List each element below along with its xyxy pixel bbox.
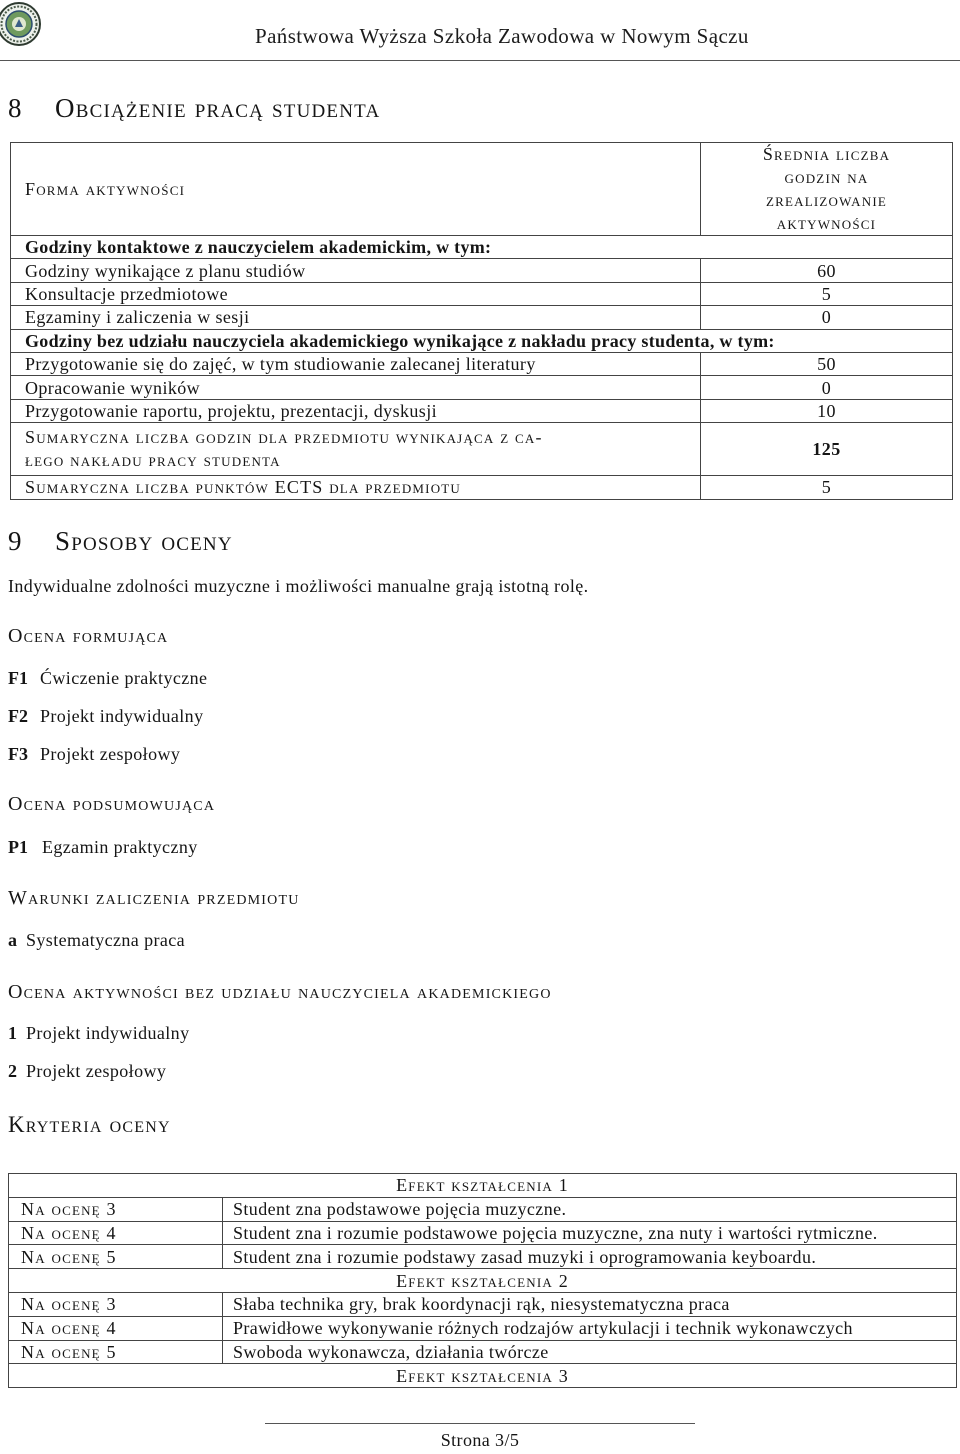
section-number: 8 bbox=[8, 93, 22, 123]
item-text: Projekt zespołowy bbox=[26, 1061, 167, 1081]
section-intro-paragraph: Indywidualne zdolności muzyczne i możliwości manualne grają istotną rolę. bbox=[8, 576, 589, 596]
table-row bbox=[9, 1197, 957, 1221]
item-code: F1 bbox=[8, 668, 28, 688]
activity-label: Godziny wynikające z planu studiów bbox=[11, 259, 701, 282]
item-code: F3 bbox=[8, 744, 28, 764]
section-8-heading bbox=[8, 91, 380, 125]
outcome-row bbox=[9, 1364, 957, 1388]
page-number: Strona 3/5 bbox=[440, 1430, 520, 1450]
header-divider bbox=[0, 60, 960, 61]
table-row bbox=[9, 1292, 957, 1316]
grade-label: Na ocenę 4 bbox=[9, 1221, 223, 1245]
hours-value: 0 bbox=[701, 376, 953, 399]
hours-value: 10 bbox=[701, 399, 953, 422]
grade-description: Swoboda wykonawcza, działania twórcze bbox=[223, 1340, 957, 1364]
item-text: Projekt indywidualny bbox=[26, 1023, 190, 1043]
section-title: Obciążenie pracą studenta bbox=[55, 93, 381, 123]
outcome-title: Efekt kształcenia 2 bbox=[9, 1269, 957, 1293]
activity-label: Przygotowanie raportu, projektu, prezentacji, dyskusji bbox=[11, 399, 701, 422]
activity-column-header: Forma aktywności bbox=[11, 143, 701, 236]
grade-label: Na ocenę 3 bbox=[9, 1292, 223, 1316]
total-hours-label-line: łego nakładu pracy studenta bbox=[25, 450, 281, 471]
grade-description: Słaba technika gry, brak koordynacji rąk, niesystematyczna praca bbox=[223, 1292, 957, 1316]
list-item bbox=[8, 1021, 190, 1045]
institution-name: Państwowa Wyższa Szkoła Zawodowa w Nowym Sączu bbox=[255, 24, 749, 48]
outcome-row bbox=[9, 1269, 957, 1293]
self-study-group-label: Godziny bez udziału nauczyciela akademickiego wynikające z nakładu pracy studenta, w tym: bbox=[11, 329, 953, 352]
hours-value: 0 bbox=[701, 306, 953, 329]
list-item bbox=[8, 704, 204, 728]
list-item bbox=[8, 928, 185, 952]
section-title: Sposoby oceny bbox=[55, 526, 233, 556]
table-row bbox=[9, 1221, 957, 1245]
contact-hours-group-label: Godziny kontaktowe z nauczycielem akademickim, w tym: bbox=[11, 236, 953, 259]
total-ects-value: 5 bbox=[701, 476, 953, 499]
activity-label: Przygotowanie się do zajęć, w tym studiowanie zalecanej literatury bbox=[11, 352, 701, 375]
item-text: Egzamin praktyczny bbox=[42, 837, 198, 857]
hours-header-line: zrealizowanie bbox=[765, 190, 887, 210]
activity-label: Konsultacje przedmiotowe bbox=[11, 282, 701, 305]
activity-label: Egzaminy i zaliczenia w sesji bbox=[11, 306, 701, 329]
hours-header-line: godzin na bbox=[784, 167, 869, 187]
table-row bbox=[11, 282, 953, 305]
hours-column-header bbox=[701, 143, 953, 236]
workload-table-body bbox=[11, 143, 953, 500]
grade-label: Na ocenę 3 bbox=[9, 1197, 223, 1221]
table-row bbox=[11, 306, 953, 329]
grade-description: Student zna podstawowe pojęcia muzyczne. bbox=[223, 1197, 957, 1221]
grade-label: Na ocenę 5 bbox=[9, 1340, 223, 1364]
outcome-title: Efekt kształcenia 3 bbox=[9, 1364, 957, 1388]
table-row bbox=[9, 1340, 957, 1364]
outcome-row bbox=[9, 1174, 957, 1198]
criteria-table bbox=[8, 1173, 957, 1388]
list-item bbox=[8, 742, 180, 766]
total-hours-label-line: Sumaryczna liczba godzin dla przedmiotu wynikająca z ca- bbox=[25, 427, 543, 448]
item-text: Projekt indywidualny bbox=[40, 706, 204, 726]
criteria-table-body bbox=[9, 1174, 957, 1388]
grade-label: Na ocenę 5 bbox=[9, 1245, 223, 1269]
total-hours-label bbox=[11, 423, 701, 476]
list-item bbox=[8, 666, 207, 690]
summative-assessment-heading: Ocena podsumowująca bbox=[8, 793, 216, 815]
item-code: F2 bbox=[8, 706, 28, 726]
outcome-title: Efekt kształcenia 1 bbox=[9, 1174, 957, 1198]
table-row bbox=[11, 399, 953, 422]
workload-table bbox=[10, 142, 953, 500]
item-code: a bbox=[8, 930, 17, 950]
total-ects-row bbox=[11, 476, 953, 499]
grade-label: Na ocenę 4 bbox=[9, 1316, 223, 1340]
item-code: 2 bbox=[8, 1061, 17, 1081]
workload-header-row bbox=[11, 143, 953, 236]
activity-label: Opracowanie wyników bbox=[11, 376, 701, 399]
pass-conditions-heading: Warunki zaliczenia przedmiotu bbox=[8, 887, 300, 909]
list-item bbox=[8, 1059, 166, 1083]
self-study-group-row bbox=[11, 329, 953, 352]
hours-header-line: aktywności bbox=[776, 213, 877, 233]
table-row bbox=[11, 376, 953, 399]
total-ects-label: Sumaryczna liczba punktów ECTS dla przedmiotu bbox=[11, 476, 701, 499]
hours-value: 50 bbox=[701, 352, 953, 375]
total-hours-row bbox=[11, 423, 953, 476]
table-row bbox=[9, 1316, 957, 1340]
item-text: Projekt zespołowy bbox=[40, 744, 181, 764]
item-code: P1 bbox=[8, 837, 28, 857]
table-row bbox=[11, 352, 953, 375]
list-item bbox=[8, 835, 198, 859]
formative-assessment-heading: Ocena formująca bbox=[8, 625, 169, 647]
item-text: Ćwiczenie praktyczne bbox=[40, 668, 208, 688]
independent-work-heading: Ocena aktywności bez udziału nauczyciela akademickiego bbox=[8, 981, 552, 1003]
hours-header-line: Średnia liczba bbox=[762, 144, 891, 164]
footer-divider bbox=[265, 1423, 695, 1424]
item-code: 1 bbox=[8, 1023, 17, 1043]
grade-description: Prawidłowe wykonywanie różnych rodzajów artykulacji i technik wykonawczych bbox=[223, 1316, 957, 1340]
section-number: 9 bbox=[8, 526, 22, 556]
criteria-heading: Kryteria oceny bbox=[8, 1112, 171, 1137]
table-row bbox=[11, 259, 953, 282]
total-hours-value: 125 bbox=[701, 423, 953, 476]
contact-hours-group-row bbox=[11, 236, 953, 259]
university-seal-icon bbox=[0, 0, 46, 48]
hours-value: 60 bbox=[701, 259, 953, 282]
university-logo-icon bbox=[0, 0, 46, 48]
section-9-heading bbox=[8, 524, 233, 558]
grade-description: Student zna i rozumie podstawowe pojęcia muzyczne, zna nuty i wartości rytmiczne. bbox=[223, 1221, 957, 1245]
grade-description: Student zna i rozumie podstawy zasad muzyki i oprogramowania keyboardu. bbox=[223, 1245, 957, 1269]
hours-value: 5 bbox=[701, 282, 953, 305]
item-text: Systematyczna praca bbox=[26, 930, 186, 950]
table-row bbox=[9, 1245, 957, 1269]
